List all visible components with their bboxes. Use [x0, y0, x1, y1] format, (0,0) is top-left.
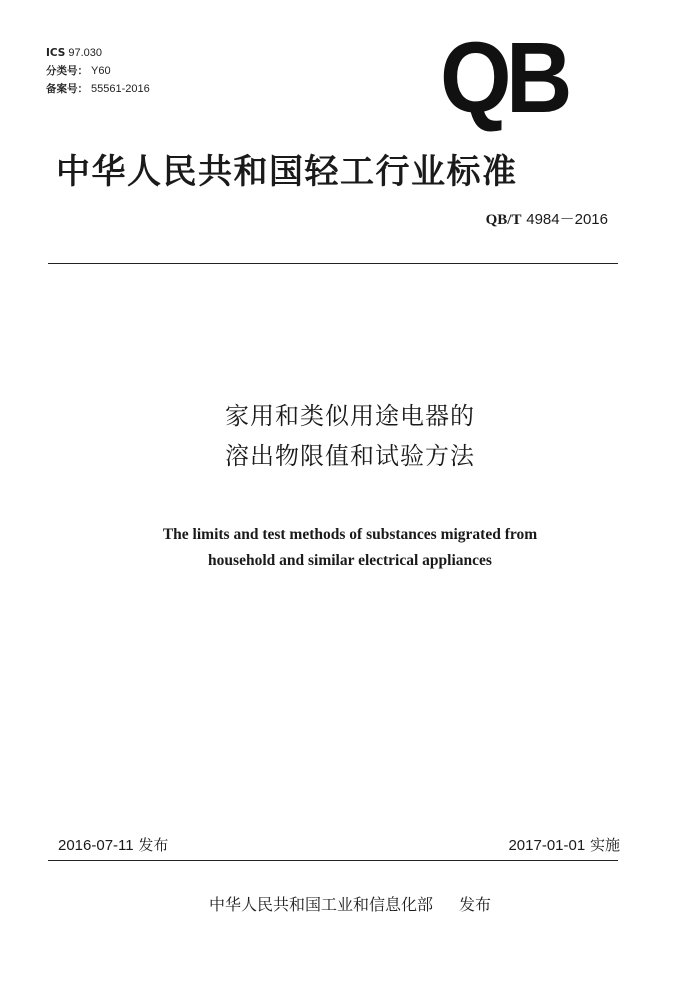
- issuer-line: [0, 892, 700, 915]
- record-number-value: 55561-2016: [91, 83, 150, 95]
- chinese-title-line-1: 家用和类似用途电器的: [225, 402, 475, 430]
- qb-logo: QB: [440, 22, 567, 134]
- chinese-title-line-2: 溶出物限值和试验方法: [225, 442, 475, 470]
- effective-date-value: 2017-01-01: [508, 837, 586, 854]
- effective-date-label: 实施: [589, 836, 620, 854]
- english-title-line-2: household and similar electrical appliances: [208, 552, 492, 569]
- class-number-row: [46, 62, 150, 80]
- ics-label: ICS: [46, 47, 66, 59]
- standard-number-value: 4984－2016: [526, 211, 608, 228]
- standard-category-title: 中华人民共和国轻工行业标准: [56, 152, 518, 192]
- issuer-name: 中华人民共和国工业和信息化部: [208, 895, 433, 914]
- class-number-label: 分类号：: [46, 65, 88, 77]
- publish-date: [58, 834, 168, 855]
- chinese-title: [0, 396, 700, 476]
- english-title: [0, 522, 700, 574]
- record-number-label: 备案号：: [46, 83, 88, 95]
- publish-date-label: 发布: [138, 836, 169, 854]
- effective-date: [508, 834, 620, 855]
- top-divider: [48, 263, 618, 264]
- english-title-line-1: The limits and test methods of substances migrated from: [162, 526, 538, 543]
- standard-number-prefix: QB/T: [485, 212, 522, 228]
- record-number-row: [46, 80, 150, 98]
- classification-block: [46, 44, 150, 98]
- ics-value: 97.030: [68, 47, 103, 59]
- ics-row: [46, 44, 150, 62]
- issuer-action: 发布: [459, 895, 492, 914]
- publish-date-value: 2016-07-11: [58, 837, 134, 854]
- bottom-divider: [48, 860, 618, 861]
- standard-number: [486, 208, 608, 229]
- class-number-value: Y60: [91, 65, 111, 77]
